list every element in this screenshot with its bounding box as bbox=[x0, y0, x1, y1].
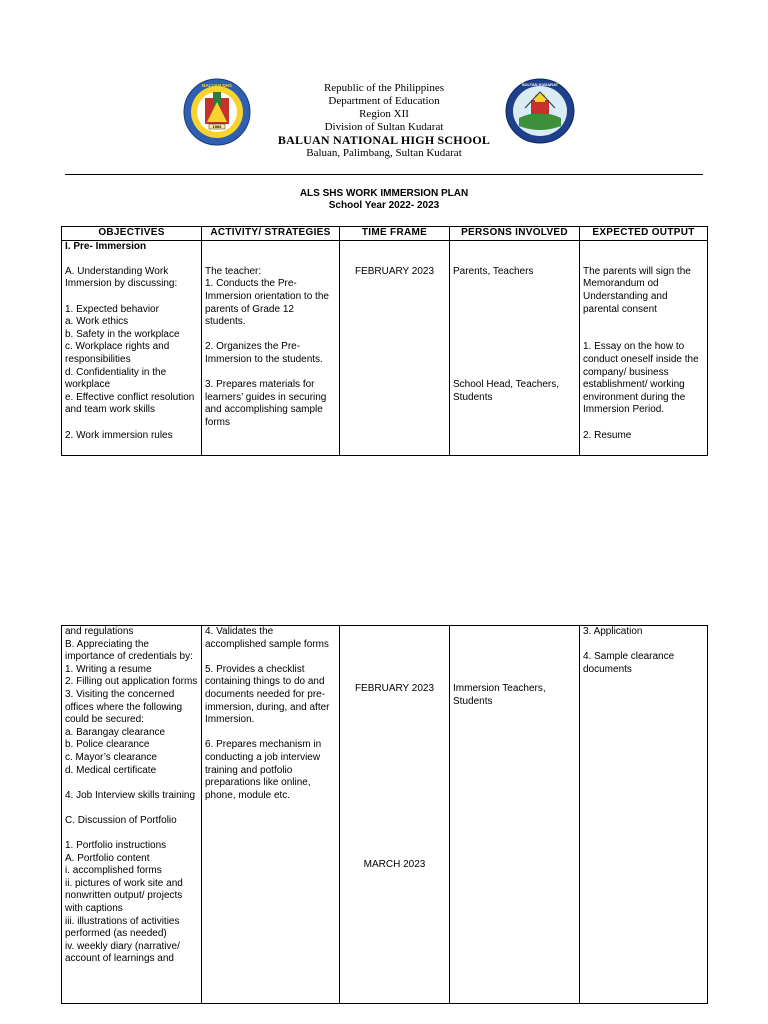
activity-line: 1. Conducts the Pre- Immersion orientation to the parents of Grade 12 students. bbox=[205, 278, 332, 328]
activity-line: 2. Organizes the Pre- Immersion to the students. bbox=[205, 341, 323, 365]
header-output: EXPECTED OUTPUT bbox=[580, 227, 708, 241]
persons-line: Immersion Teachers, Students bbox=[453, 683, 549, 707]
output-line bbox=[583, 329, 704, 342]
objective-line: d. Confidentiality in the workplace bbox=[65, 366, 169, 391]
persons-line bbox=[453, 341, 576, 354]
output-line bbox=[583, 253, 704, 266]
objective-line: a. Work ethics bbox=[65, 316, 129, 328]
activity-line bbox=[205, 727, 336, 740]
objective-line: a. Barangay clearance bbox=[65, 726, 166, 738]
republic-line: Republic of the Philippines bbox=[323, 82, 445, 94]
objective-line: A. Understanding Work Immersion by discussing: bbox=[65, 265, 178, 290]
output-line: 1. Essay on the how to conduct oneself inside the company/ business establishment/ working environment during the Immersion Period. bbox=[583, 341, 702, 416]
objective-line bbox=[65, 777, 198, 790]
activity-line: 5. Provides a checklist containing things to do and documents needed for pre- immersion, during, and after Immersion. bbox=[205, 663, 333, 726]
objective-line: e. Effective conflict resolution and team work skills bbox=[65, 391, 198, 416]
objective-line: iii. illustrations of activities performed (as needed) bbox=[65, 915, 183, 940]
time-line: FEBRUARY 2023 bbox=[354, 265, 435, 277]
department-line: Department of Education bbox=[328, 95, 440, 107]
time-line: FEBRUARY 2023 bbox=[354, 683, 435, 694]
table-row bbox=[62, 240, 708, 455]
table-header-row bbox=[62, 227, 708, 241]
activities-cell bbox=[202, 240, 340, 455]
persons-line bbox=[453, 354, 576, 367]
objective-line bbox=[65, 417, 198, 430]
activity-line: The teacher: bbox=[205, 265, 262, 277]
objective-line: b. Police clearance bbox=[65, 739, 150, 751]
output-line: The parents will sign the Memorandum od Understanding and parental consent bbox=[583, 265, 694, 315]
header-objectives: OBJECTIVES bbox=[62, 227, 202, 241]
header-divider bbox=[65, 174, 703, 175]
objective-line: c. Workplace rights and responsibilities bbox=[65, 341, 173, 365]
immersion-plan-table-page2 bbox=[61, 625, 708, 1004]
activity-line bbox=[205, 253, 336, 266]
objective-line: and regulations bbox=[65, 626, 134, 637]
persons-line: Parents, Teachers bbox=[453, 265, 534, 277]
persons-cell bbox=[450, 626, 580, 1004]
objective-line: d. Medical certificate bbox=[65, 764, 157, 776]
time-frame-cell bbox=[340, 626, 450, 1004]
objective-line: 4. Job Interview skills training bbox=[65, 789, 196, 801]
persons-line bbox=[453, 278, 576, 291]
objective-line: 1. Expected behavior bbox=[65, 303, 159, 315]
persons-line bbox=[453, 367, 576, 380]
time-frame-cell bbox=[340, 240, 450, 455]
school-address: Baluan, Palimbang, Sultan Kudarat bbox=[306, 147, 462, 159]
activity-line: 4. Validates the accomplished sample forms bbox=[205, 626, 329, 650]
output-line bbox=[583, 417, 704, 430]
persons-line bbox=[453, 291, 576, 304]
objective-line: 3. Visiting the concerned offices where the following could be secured: bbox=[65, 688, 185, 726]
objective-line: 1. Writing a resume bbox=[65, 663, 152, 675]
objective-line: i. accomplished forms bbox=[65, 865, 162, 877]
activity-line bbox=[205, 329, 336, 342]
objective-line: iv. weekly diary (narrative/ account of learnings and bbox=[65, 940, 183, 965]
objective-line: C. Discussion of Portfolio bbox=[65, 814, 177, 826]
objective-line bbox=[65, 828, 198, 841]
objective-line: 1. Portfolio instructions bbox=[65, 840, 167, 852]
output-line bbox=[583, 639, 704, 652]
objective-line: A. Portfolio content bbox=[65, 852, 150, 864]
header-time-frame: TIME FRAME bbox=[340, 227, 450, 241]
svg-text:SULTAN KUDARAT: SULTAN KUDARAT bbox=[521, 82, 559, 87]
persons-line bbox=[453, 253, 576, 266]
output-line: 3. Application bbox=[583, 626, 643, 637]
objectives-cell bbox=[62, 626, 202, 1004]
output-line bbox=[583, 316, 704, 329]
svg-text:BALUAN NHS: BALUAN NHS bbox=[202, 83, 232, 88]
time-line: MARCH 2023 bbox=[363, 858, 426, 870]
time-line bbox=[343, 253, 446, 266]
persons-line bbox=[453, 316, 576, 329]
activities-cell bbox=[202, 626, 340, 1004]
activity-line bbox=[205, 367, 336, 380]
table-row bbox=[62, 626, 708, 1004]
output-line: 4. Sample clearance documents bbox=[583, 651, 677, 675]
header-persons: PERSONS INVOLVED bbox=[450, 227, 580, 241]
output-cell bbox=[580, 626, 708, 1004]
objective-line: c. Mayor’s clearance bbox=[65, 751, 157, 763]
objective-line: b. Safety in the workplace bbox=[65, 328, 180, 340]
school-year: School Year 2022- 2023 bbox=[328, 200, 440, 211]
objective-line: 2. Filling out application forms bbox=[65, 676, 198, 688]
school-name: BALUAN NATIONAL HIGH SCHOOL bbox=[277, 133, 491, 147]
output-cell bbox=[580, 240, 708, 455]
persons-line bbox=[453, 329, 576, 342]
objective-line bbox=[65, 253, 198, 266]
activity-line: 6. Prepares mechanism in conducting a job interview training and potfolio preparations like online, phone, module etc. bbox=[205, 739, 324, 801]
persons-cell bbox=[450, 240, 580, 455]
division-line: Division of Sultan Kudarat bbox=[324, 121, 444, 133]
objective-line: B. Appreciating the importance of credentials by: bbox=[65, 638, 193, 663]
objective-line bbox=[65, 802, 198, 815]
plan-title: ALS SHS WORK IMMERSION PLAN bbox=[299, 188, 469, 199]
objective-line: ii. pictures of work site and nonwritten output/ projects with captions bbox=[65, 877, 186, 915]
persons-line: School Head, Teachers, Students bbox=[453, 379, 562, 403]
region-line: Region XII bbox=[359, 108, 409, 120]
svg-text:1966: 1966 bbox=[212, 124, 222, 129]
objective-line bbox=[65, 291, 198, 304]
header-activity: ACTIVITY/ STRATEGIES bbox=[202, 227, 340, 241]
activity-line bbox=[205, 651, 336, 664]
section-heading: I. Pre- Immersion bbox=[65, 240, 147, 252]
objective-line: 2. Work immersion rules bbox=[65, 429, 173, 441]
objectives-cell bbox=[62, 240, 202, 455]
persons-line bbox=[453, 304, 576, 317]
immersion-plan-table-page1 bbox=[61, 226, 708, 456]
letterhead bbox=[0, 82, 768, 160]
document-title bbox=[0, 188, 768, 212]
output-line: 2. Resume bbox=[583, 429, 632, 441]
activity-line: 3. Prepares materials for learners’ guides in securing and accomplishing sample forms bbox=[205, 379, 330, 428]
